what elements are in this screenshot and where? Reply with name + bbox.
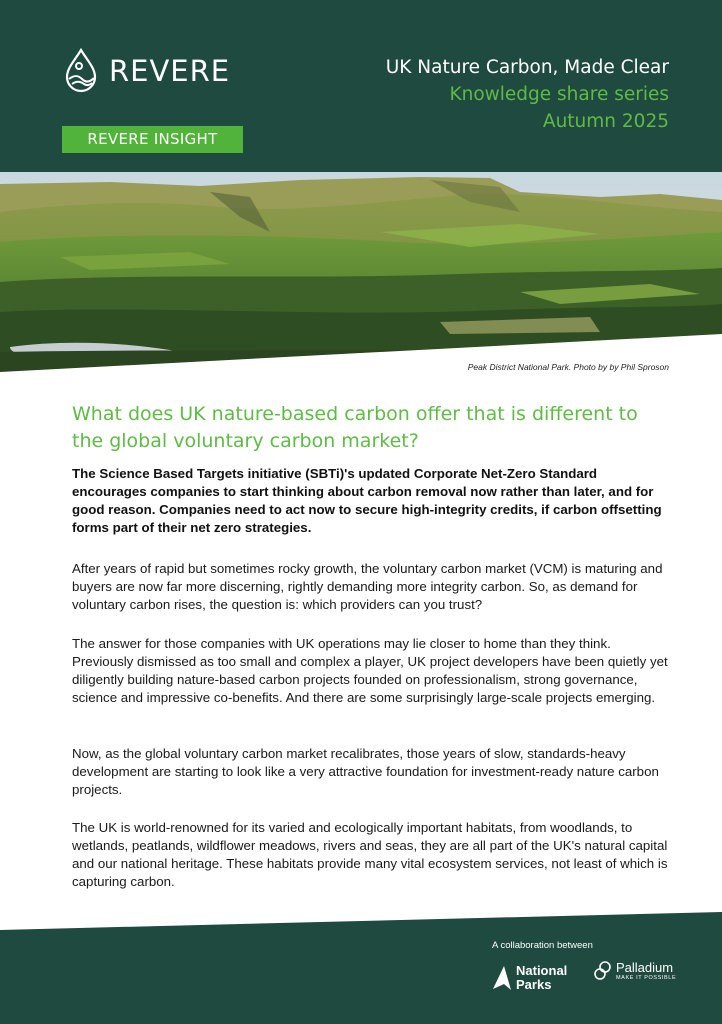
collaboration-label: A collaboration between	[492, 940, 593, 951]
article-headline: What does UK nature-based carbon offer that is different to the global voluntary carbon market?	[72, 403, 638, 452]
insight-badge: REVERE INSIGHT	[62, 126, 243, 153]
series-heading	[386, 54, 669, 135]
national-parks-arrowhead-icon	[492, 965, 512, 991]
palladium-loop-icon	[593, 960, 613, 982]
partner-name-line2: Parks	[516, 977, 552, 992]
landscape-photo	[0, 172, 722, 378]
body-paragraph: The answer for those companies with UK operations may lie closer to home than they think. Previously dismissed as too small and complex a player, UK project developers have been quietly yet diligently building nature-based carbon projects founded on professionalism, strong governance, science and impressive co-benefits. And there are some surprisingly large-scale projects emerging.	[72, 636, 668, 705]
body-paragraph: After years of rapid but sometimes rocky growth, the voluntary carbon market (VCM) is maturing and buyers are now far more discerning, rightly demanding more integrity carbon. So, as demand for voluntary carbon rises, the question is: which providers can you trust?	[72, 561, 663, 612]
series-title: UK Nature Carbon, Made Clear	[385, 57, 669, 78]
water-drop-icon	[63, 48, 99, 94]
season-label: Autumn 2025	[542, 111, 669, 132]
body-paragraph: Now, as the global voluntary carbon market recalibrates, those years of slow, standards-heavy development are starting to look like a very attractive foundation for investment-ready nature carbon projects.	[72, 746, 659, 797]
revere-logo	[63, 48, 230, 94]
partner-name: Palladium	[616, 960, 674, 975]
partner-tagline: MAKE IT POSSIBLE	[616, 975, 677, 981]
series-subtitle: Knowledge share series	[449, 84, 669, 105]
lead-paragraph: The Science Based Targets initiative (SBTi)'s updated Corporate Net-Zero Standard encourages companies to start thinking about carbon removal now rather than later, and for good reason. Companies need to act now to secure high-integrity credits, if carbon offsetting forms part of their net zero strategies.	[72, 466, 662, 535]
partner-name-line1: National	[516, 963, 568, 978]
body-paragraph: The UK is world-renowned for its varied and ecologically important habitats, from woodlands, to wetlands, peatlands, wildflower meadows, rivers and seas, they are all part of the UK's natural capital and our national heritage. These habitats provide many vital ecosystem services, not least of which is capturing carbon.	[72, 820, 668, 889]
brand-name: REVERE	[109, 54, 231, 88]
national-parks-logo	[492, 964, 567, 992]
photo-caption: Peak District National Park. Photo by by Phil Sproson	[467, 362, 669, 372]
palladium-logo	[593, 960, 676, 982]
